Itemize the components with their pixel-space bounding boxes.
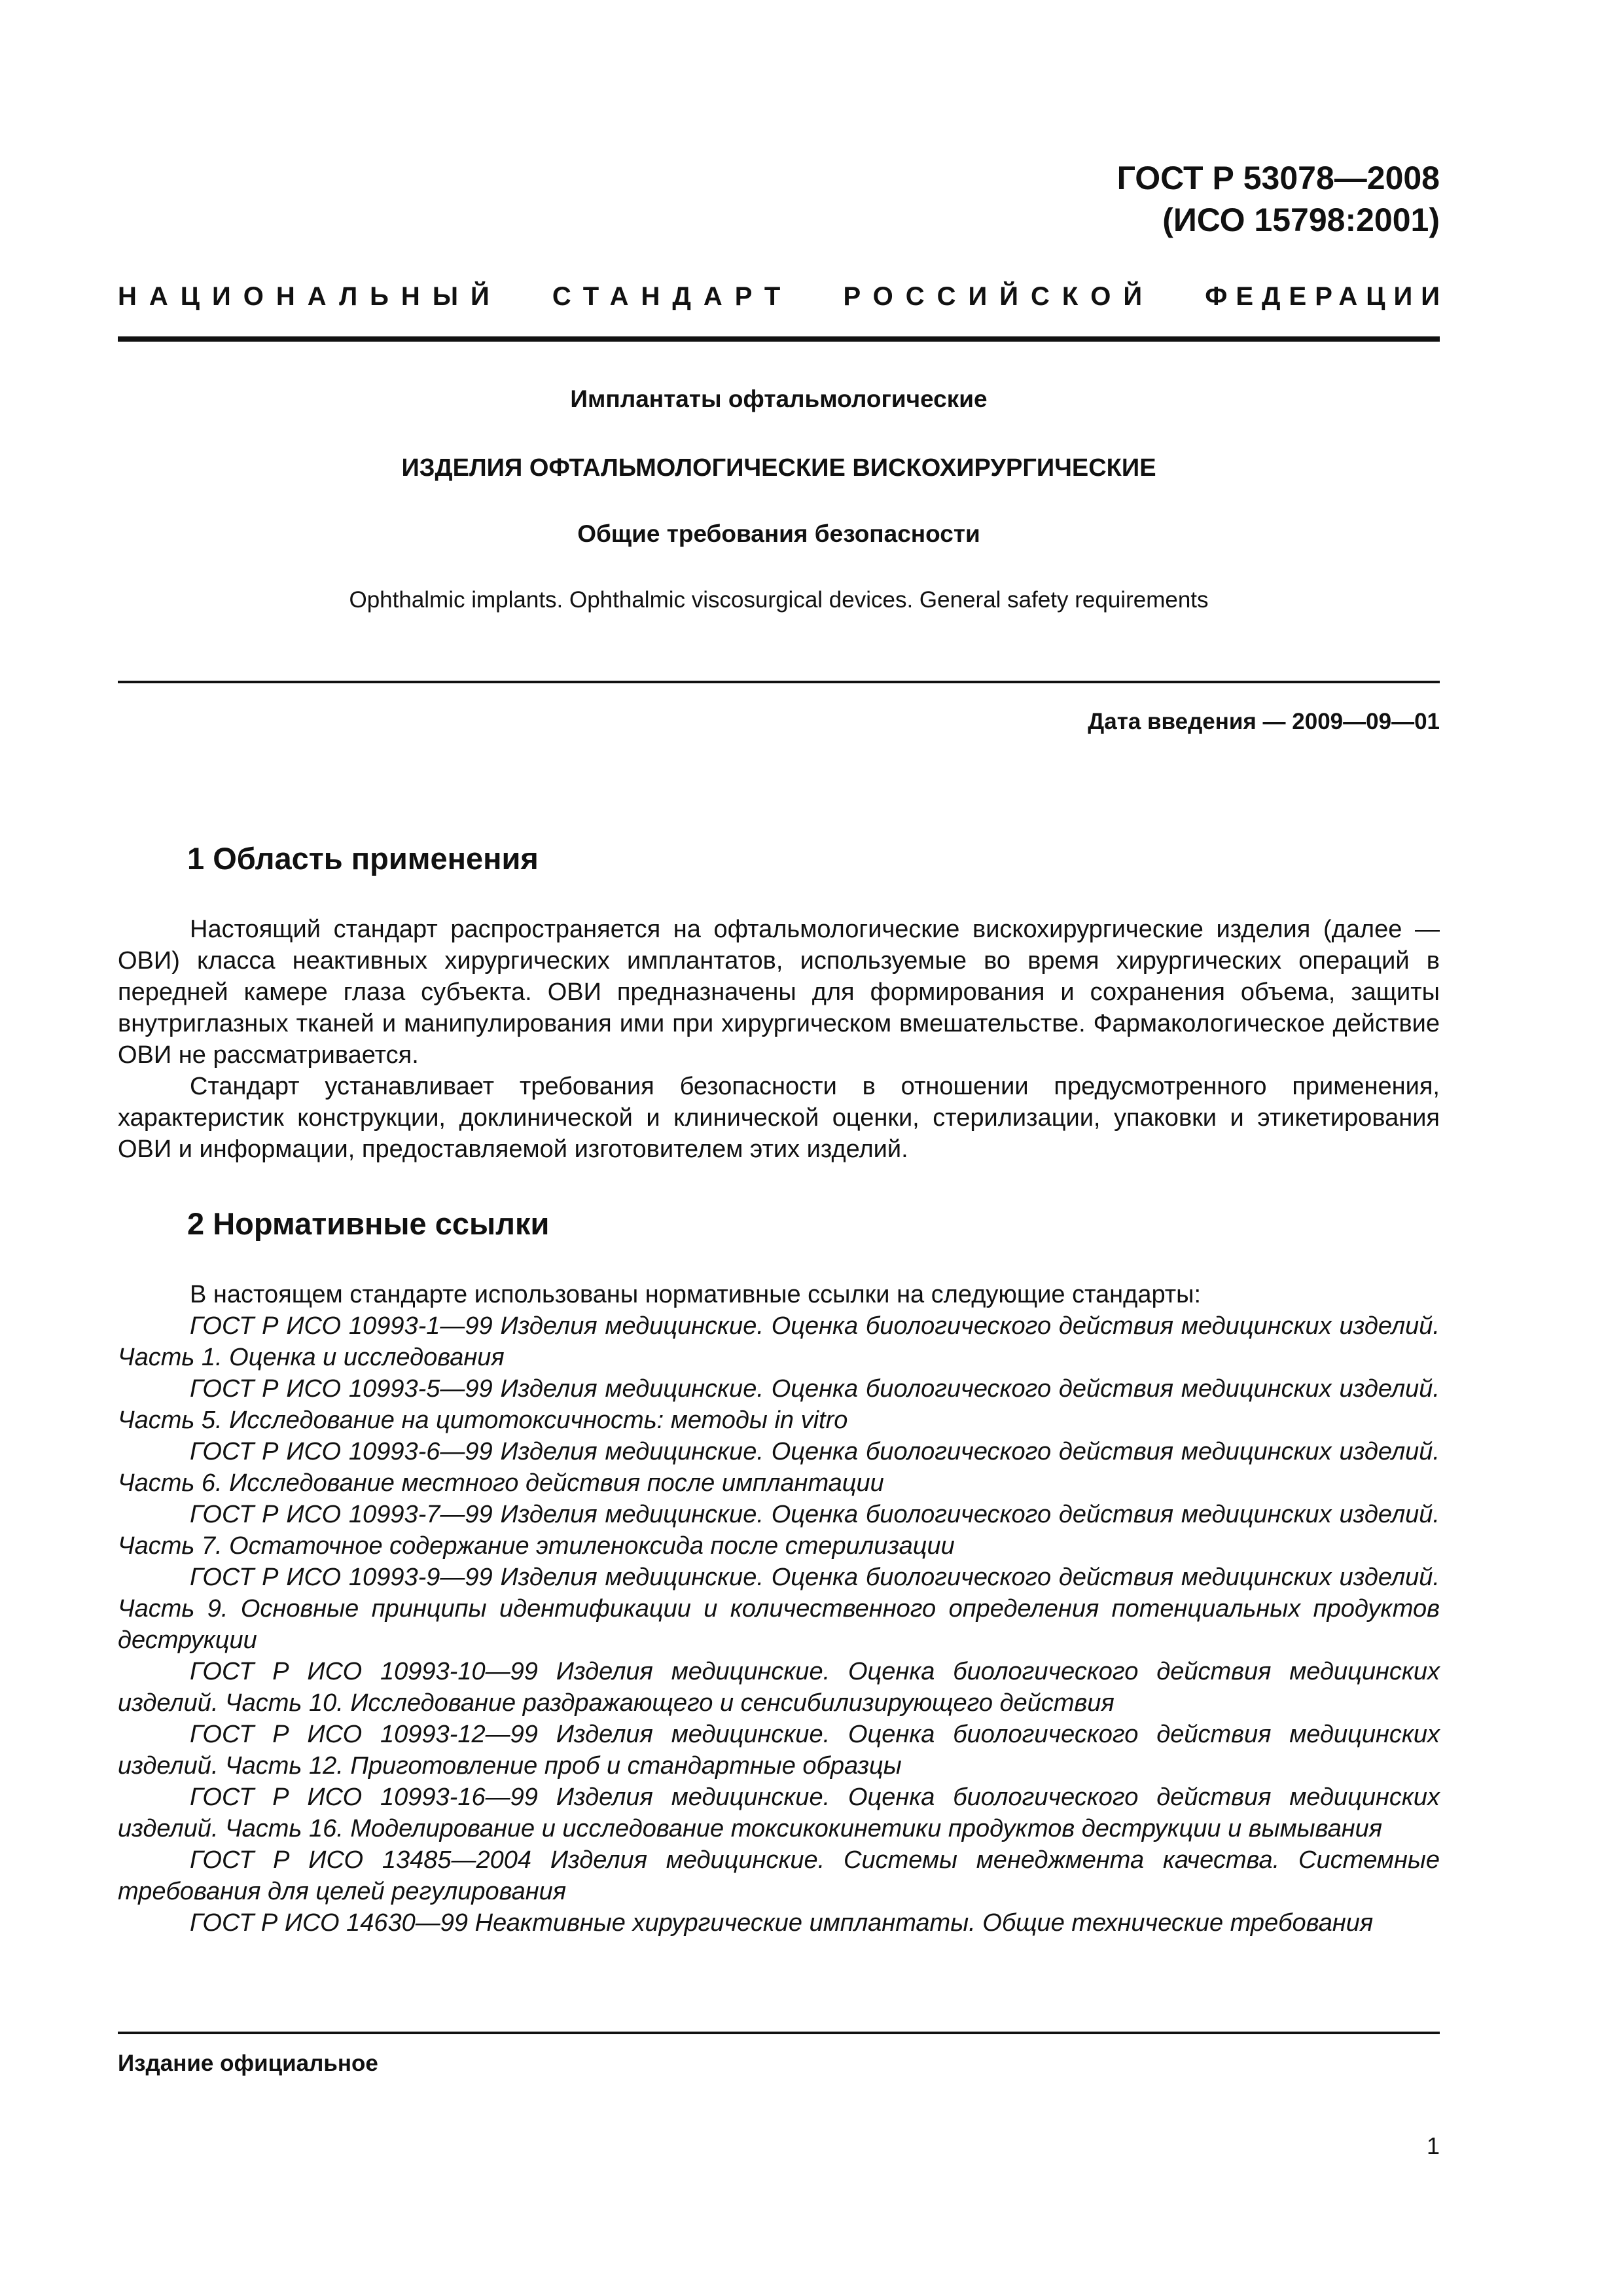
normative-reference: ГОСТ Р ИСО 10993-16—99 Изделия медицинские. Оценка биологического действия медицинских изделий. Часть 16. Моделирование и исследование токсикокинетики продуктов деструкции и вымывания [118, 1784, 1440, 1842]
normative-reference: ГОСТ Р ИСО 10993-9—99 Изделия медицинские. Оценка биологического действия медицинских изделий. Часть 9. Основные принципы идентификации и количественного определения потенциальных продуктов деструкции [118, 1564, 1440, 1654]
normative-reference: ГОСТ Р ИСО 14630—99 Неактивные хирургические имплантаты. Общие технические требования [190, 1909, 1374, 1937]
normative-reference: ГОСТ Р ИСО 10993-10—99 Изделия медицинские. Оценка биологического действия медицинских изделий. Часть 10. Исследование раздражающего и сенсибилизирующего действия [118, 1658, 1440, 1717]
standard-code: ГОСТ Р 53078—2008 [1116, 160, 1440, 196]
normative-reference: ГОСТ Р ИСО 10993-7—99 Изделия медицинские. Оценка биологического действия медицинских изделий. Часть 7. Остаточное содержание этиленоксида после стерилизации [118, 1501, 1440, 1560]
title-sub: Общие требования безопасности [577, 520, 980, 547]
page-number: 1 [1426, 2132, 1440, 2159]
normative-reference: ГОСТ Р ИСО 10993-1—99 Изделия медицинские. Оценка биологического действия медицинских изделий. Часть 1. Оценка и исследования [118, 1312, 1440, 1371]
section-1-heading: 1 Область применения [187, 841, 539, 876]
banner-word: РОССИЙСКОЙ [843, 282, 1155, 311]
document-page [118, 0, 1448, 2296]
official-edition-label: Издание официальное [118, 2051, 378, 2076]
section-2-heading: 2 Нормативные ссылки [187, 1206, 550, 1241]
banner-word: СТАНДАРТ [552, 282, 793, 311]
header-divider [118, 336, 1440, 342]
title-english: Ophthalmic implants. Ophthalmic viscosurgical devices. General safety requirements [349, 587, 1209, 613]
paragraph: Настоящий стандарт распространяется на офтальмологические вискохирургические изделия (далее — ОВИ) класса неактивных хирургических имплантатов, используемые во время хирургических операций в передней камере глаза субъекта. ОВИ предназначены для формирования и сохранения объема, защиты внутриглазных тканей и манипулирования ими при хирургическом вмешательстве. Фармакологическое действие ОВИ не рассматривается. [118, 916, 1440, 1069]
title-group: Имплантаты офтальмологические [570, 386, 988, 412]
footer-divider [118, 2032, 1440, 2034]
paragraph: В настоящем стандарте использованы нормативные ссылки на следующие стандарты: [190, 1281, 1202, 1308]
normative-reference: ГОСТ Р ИСО 10993-5—99 Изделия медицинские. Оценка биологического действия медицинских изделий. Часть 5. Исследование на цитотоксичность: методы in vitro [118, 1375, 1440, 1434]
title-divider [118, 681, 1440, 683]
normative-reference: ГОСТ Р ИСО 13485—2004 Изделия медицинские. Системы менеджмента качества. Системные требования для целей регулирования [118, 1846, 1440, 1905]
iso-equivalent-code: (ИСО 15798:2001) [1162, 202, 1440, 238]
section-2-body [118, 1279, 1440, 1939]
banner-word: ФЕДЕРАЦИИ [1205, 282, 1448, 311]
title-main: ИЗДЕЛИЯ ОФТАЛЬМОЛОГИЧЕСКИЕ ВИСКОХИРУРГИЧЕСКИЕ [401, 454, 1156, 482]
introduction-date: Дата введения — 2009—09—01 [1088, 709, 1440, 734]
normative-reference: ГОСТ Р ИСО 10993-12—99 Изделия медицинские. Оценка биологического действия медицинских изделий. Часть 12. Приготовление проб и стандартные образцы [118, 1721, 1440, 1780]
banner-word: НАЦИОНАЛЬНЫЙ [118, 282, 502, 311]
section-1-body [118, 914, 1440, 1165]
standard-designation [1117, 157, 1440, 241]
paragraph: Стандарт устанавливает требования безопасности в отношении предусмотренного применения, характеристик конструкции, доклинической и клинической оценки, стерилизации, упаковки и этикетирования ОВИ и информации, предоставляемой изготовителем этих изделий. [118, 1073, 1440, 1163]
normative-reference: ГОСТ Р ИСО 10993-6—99 Изделия медицинские. Оценка биологического действия медицинских изделий. Часть 6. Исследование местного действия после имплантации [118, 1438, 1440, 1497]
national-standard-banner [118, 280, 1448, 313]
